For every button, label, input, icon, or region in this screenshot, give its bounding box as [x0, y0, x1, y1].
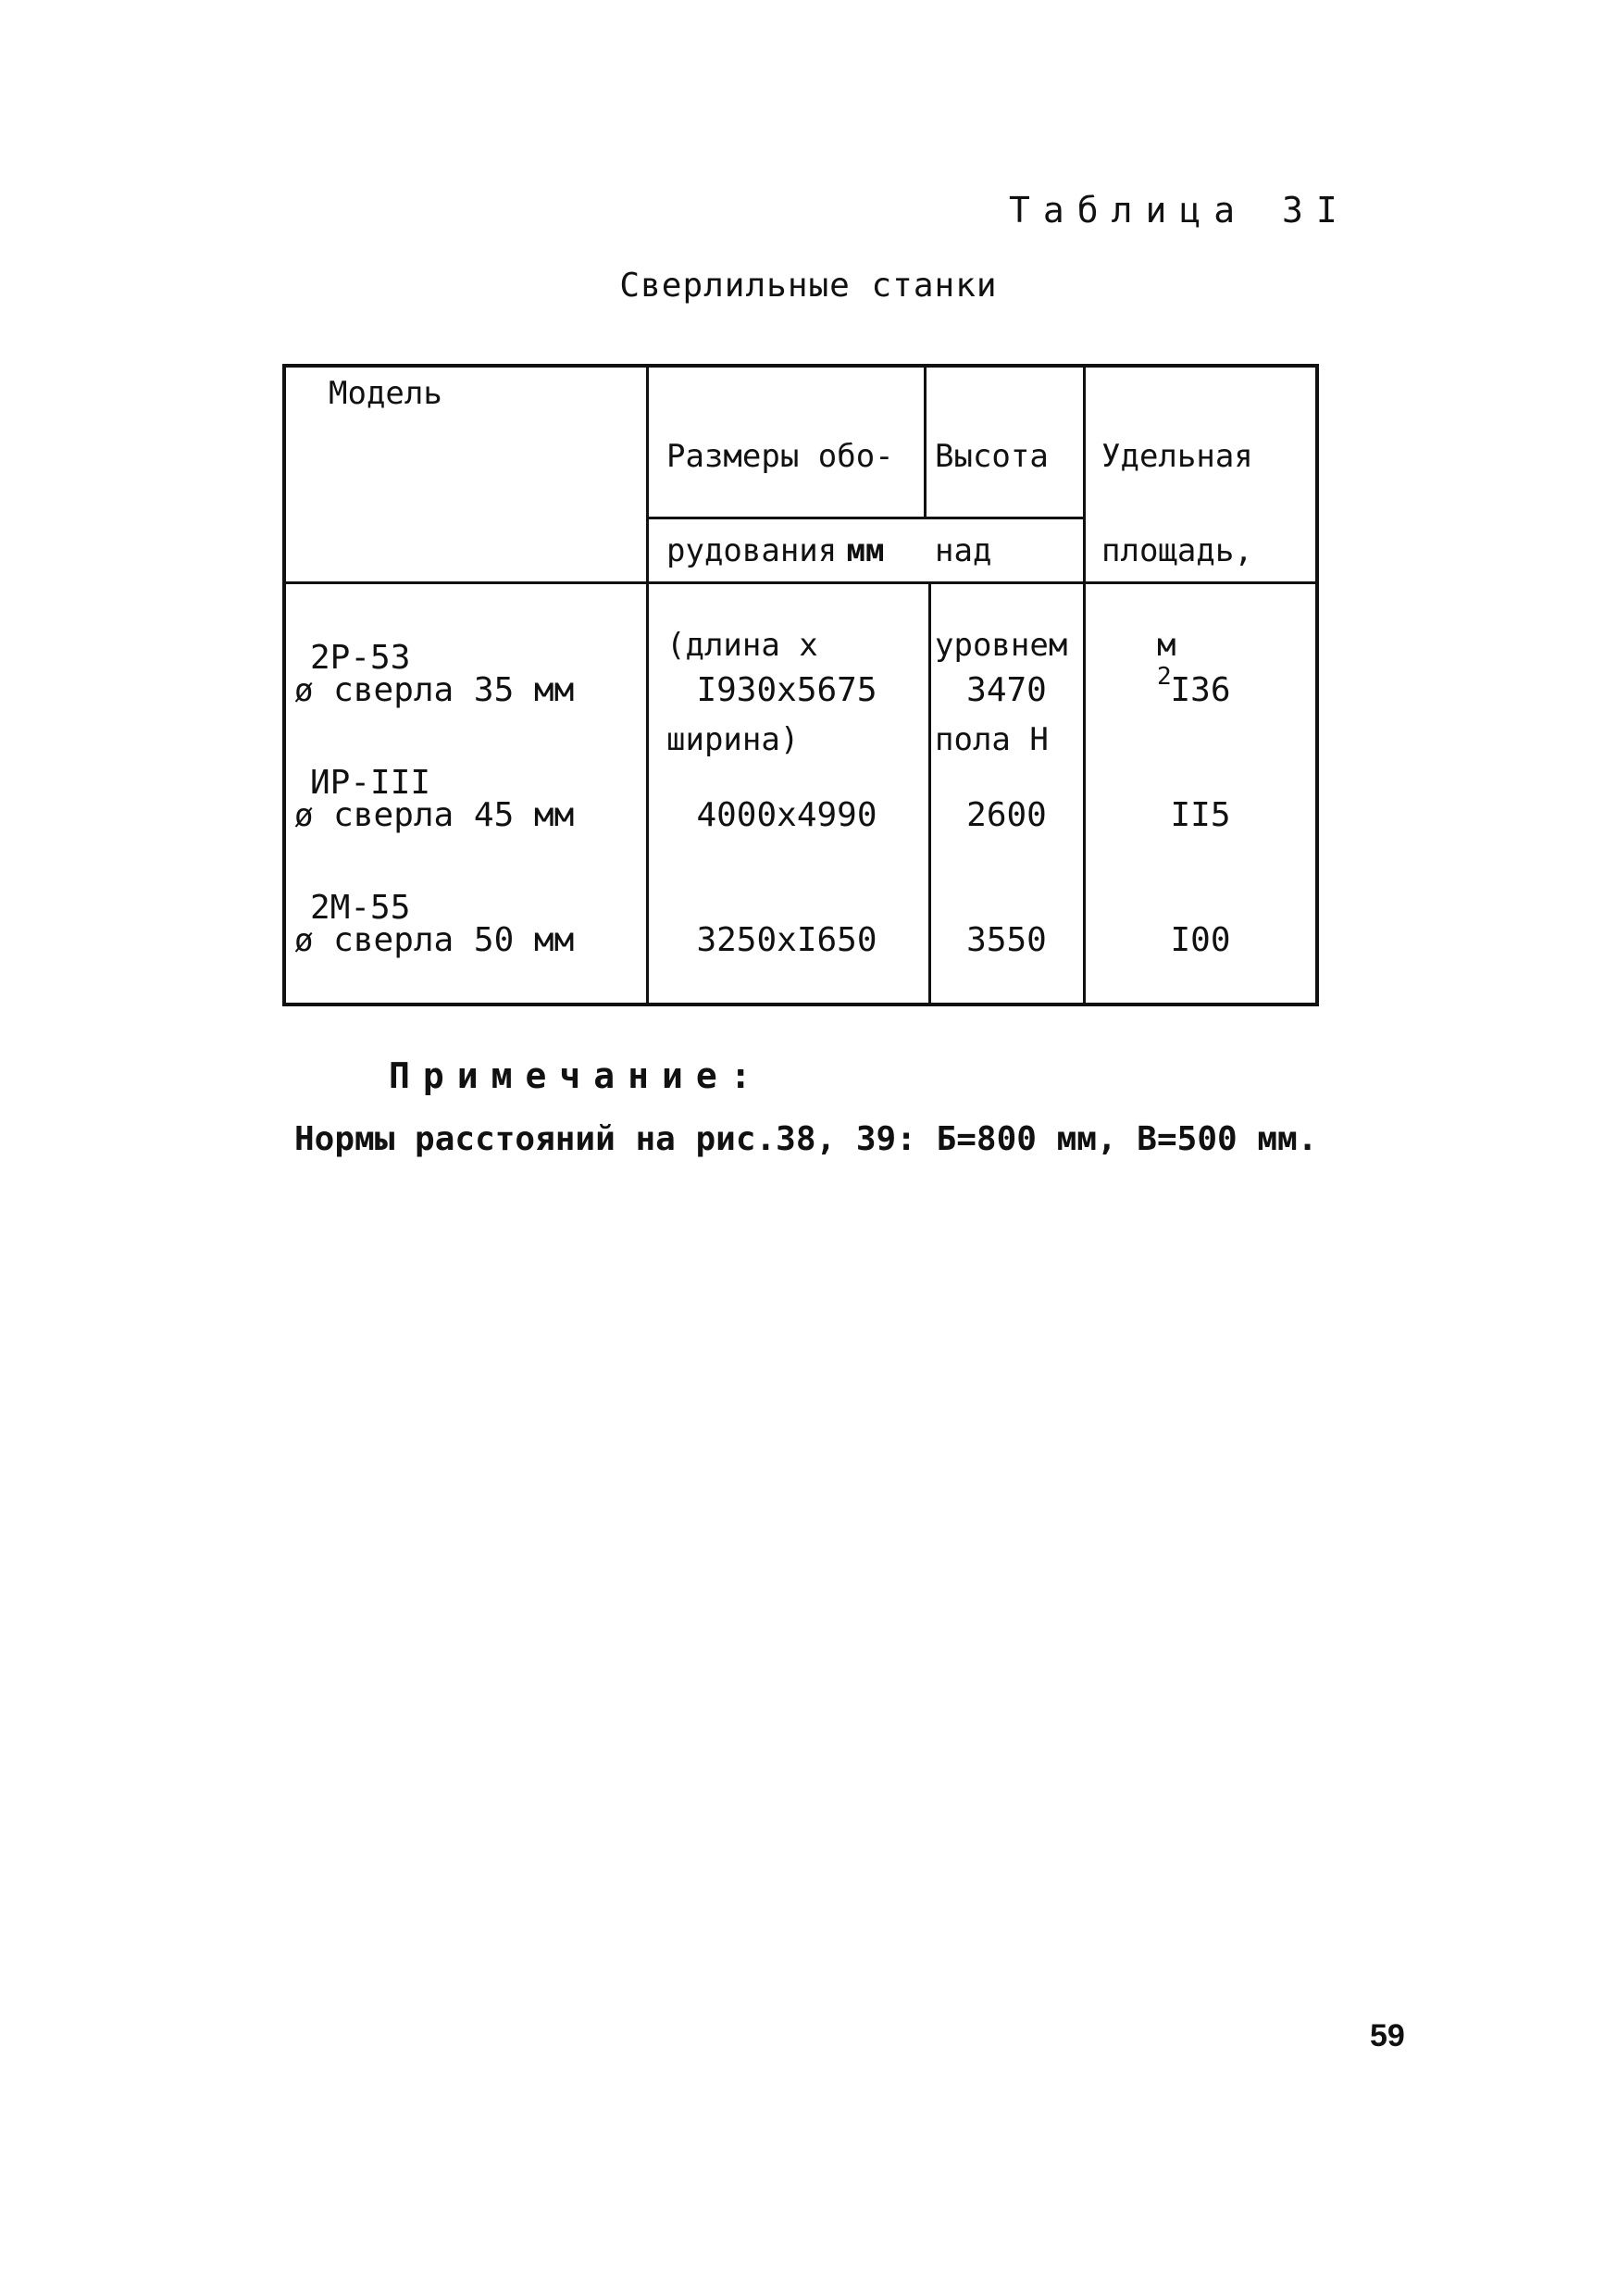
row-model: 2Р-53: [310, 639, 411, 677]
row-area: І00: [1170, 921, 1231, 959]
row-height: 2600: [966, 796, 1047, 834]
header-model: Модель: [329, 375, 442, 412]
header-area-unit: м: [1157, 627, 1176, 664]
row-area: ІІ5: [1170, 796, 1231, 834]
table-label: Таблица 3І: [1009, 190, 1350, 231]
header-area-superscript: 2: [1157, 663, 1172, 691]
header-unit: мм: [846, 532, 885, 569]
diameter-icon: ø: [294, 797, 314, 834]
header-dimensions-line: ширина): [666, 721, 800, 758]
header-dimensions: [666, 378, 894, 787]
row-drill-text: сверла 45 мм: [333, 796, 575, 834]
row-model: 2М-55: [310, 889, 411, 927]
row-dimensions: 3250хІ650: [696, 921, 877, 959]
page-number: 59: [1370, 2018, 1405, 2053]
header-height-line: уровнем: [935, 627, 1068, 664]
row-model: ИР-ІІІ: [310, 764, 431, 802]
row-drill-text: сверла 35 мм: [333, 671, 575, 709]
header-height-line: пола Н: [935, 721, 1049, 758]
header-area-line: площадь,: [1101, 532, 1253, 569]
header-height-line: Высота: [935, 438, 1049, 475]
row-dimensions: 4000х4990: [696, 796, 877, 834]
header-dimensions-line: (длина х: [666, 627, 818, 664]
note-text: Нормы расстояний на рис.38, 39: Б=800 мм, В=500 мм.: [294, 1120, 1318, 1158]
header-area-line: Удельная: [1101, 438, 1253, 475]
row-height: 3470: [966, 671, 1047, 709]
row-dimensions: І930х5675: [696, 671, 877, 709]
row-drill: [294, 921, 574, 959]
row-drill: [294, 671, 574, 709]
header-height-line: над: [935, 532, 992, 569]
table-title: Сверлильные станки: [619, 267, 998, 305]
row-drill-text: сверла 50 мм: [333, 921, 575, 959]
header-dimensions-line: рудования: [666, 532, 838, 569]
row-area: І36: [1170, 671, 1231, 709]
header-dimensions-line: Размеры обо-: [666, 438, 894, 475]
table-divider: [924, 364, 927, 519]
note-title: Примечание:: [389, 1055, 765, 1096]
diameter-icon: ø: [294, 672, 314, 709]
row-height: 3550: [966, 921, 1047, 959]
header-height: [935, 378, 1067, 787]
row-drill: [294, 796, 574, 834]
diameter-icon: ø: [294, 922, 314, 959]
